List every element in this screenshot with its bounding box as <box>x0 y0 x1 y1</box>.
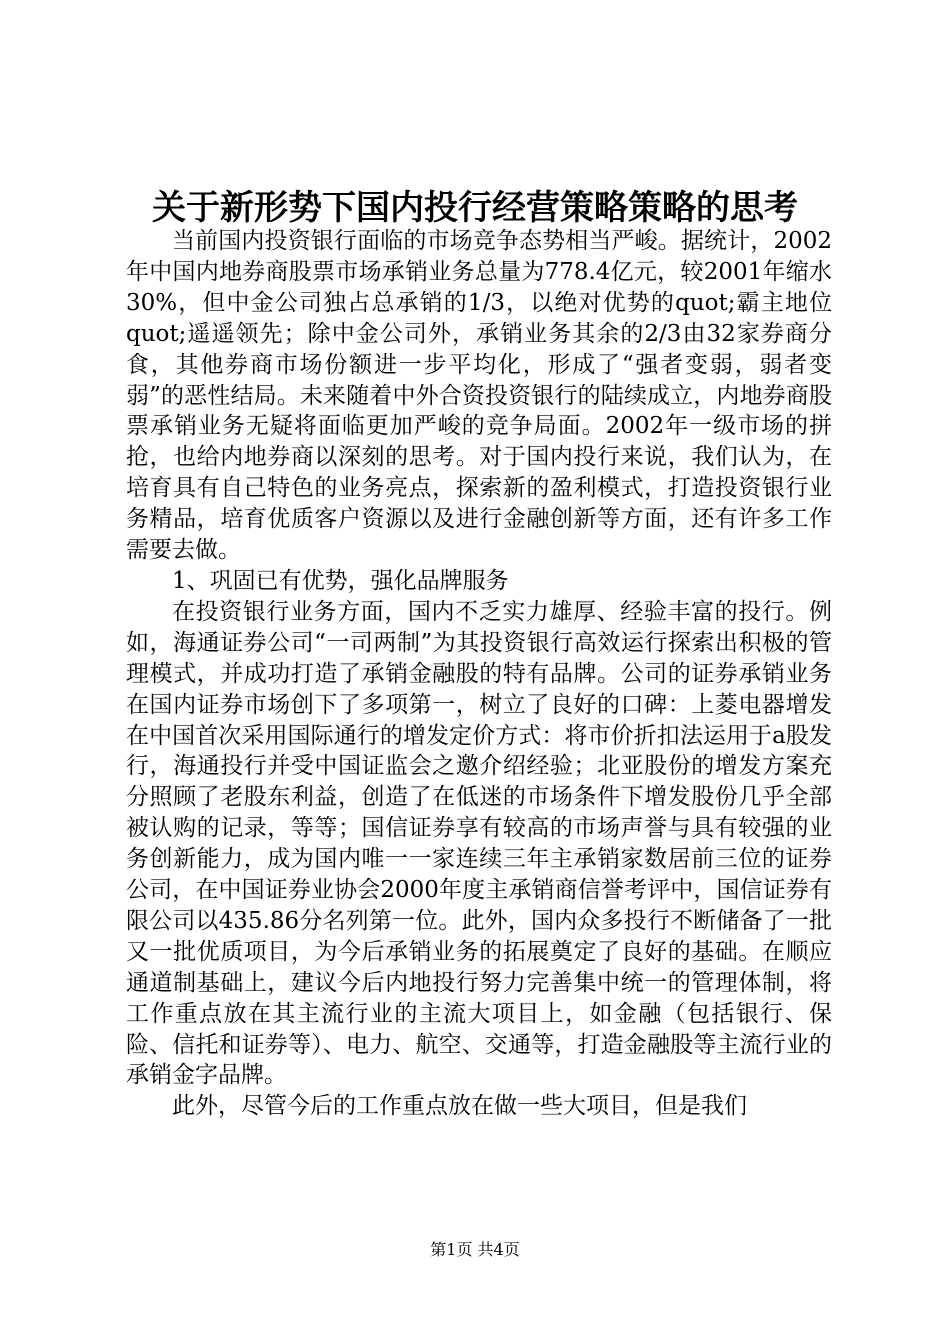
page-number-footer: 第1页 共4页 <box>430 1240 520 1259</box>
document-title: 关于新形势下国内投行经营策略策略的思考 <box>152 188 798 228</box>
document-body <box>126 226 832 1122</box>
paragraph: 当前国内投资银行面临的市场竞争态势相当严峻。据统计，2002年中国内地券商股票市场承销业务总量为778.4亿元，较2001年缩水30%，但中金公司独占总承销的1/3，以绝对优势的quot;霸主地位quot;遥遥领先；除中金公司外，承销业务其余的2/3由32家券商分食，其他券商市场份额进一步平均化，形成了“强者变弱，弱者变弱”的恶性结局。未来随着中外合资投资银行的陆续成立，内地券商股票承销业务无疑将面临更加严峻的竞争局面。2002年一级市场的拼抢，也给内地券商以深刻的思考。对于国内投行来说，我们认为，在培育具有自己特色的业务亮点，探索新的盈利模式，打造投资银行业务精品，培育优质客户资源以及进行金融创新等方面，还有许多工作需要去做。 <box>126 228 832 564</box>
paragraph: 在投资银行业务方面，国内不乏实力雄厚、经验丰富的投行。例如，海通证券公司“一司两制”为其投资银行高效运行探索出积极的管理模式，并成功打造了承销金融股的特有品牌。公司的证券承销业务在国内证券市场创下了多项第一，树立了良好的口碑：上菱电器增发在中国首次采用国际通行的增发定价方式：将市价折扣法运用于a股发行，海通投行并受中国证监会之邀介绍经验；北亚股份的增发方案充分照顾了老股东利益，创造了在低迷的市场条件下增发股份几乎全部被认购的记录，等等；国信证券享有较高的市场声誉与具有较强的业务创新能力，成为国内唯一一家连续三年主承销家数居前三位的证券公司，在中国证券业协会2000年度主承销商信誉考评中，国信证券有限公司以435.86分名列第一位。此外，国内众多投行不断储备了一批又一批优质项目，为今后承销业务的拓展奠定了良好的基础。在顺应通道制基础上，建议今后内地投行努力完善集中统一的管理体制，将工作重点放在其主流行业的主流大项目上，如金融（包括银行、保险、信托和证券等）、电力、航空、交通等，打造金融股等主流行业的承销金字品牌。 <box>126 598 832 1089</box>
paragraph: 此外，尽管今后的工作重点放在做一些大项目，但是我们 <box>172 1093 747 1120</box>
section-heading: 1、巩固已有优势，强化品牌服务 <box>172 567 509 594</box>
